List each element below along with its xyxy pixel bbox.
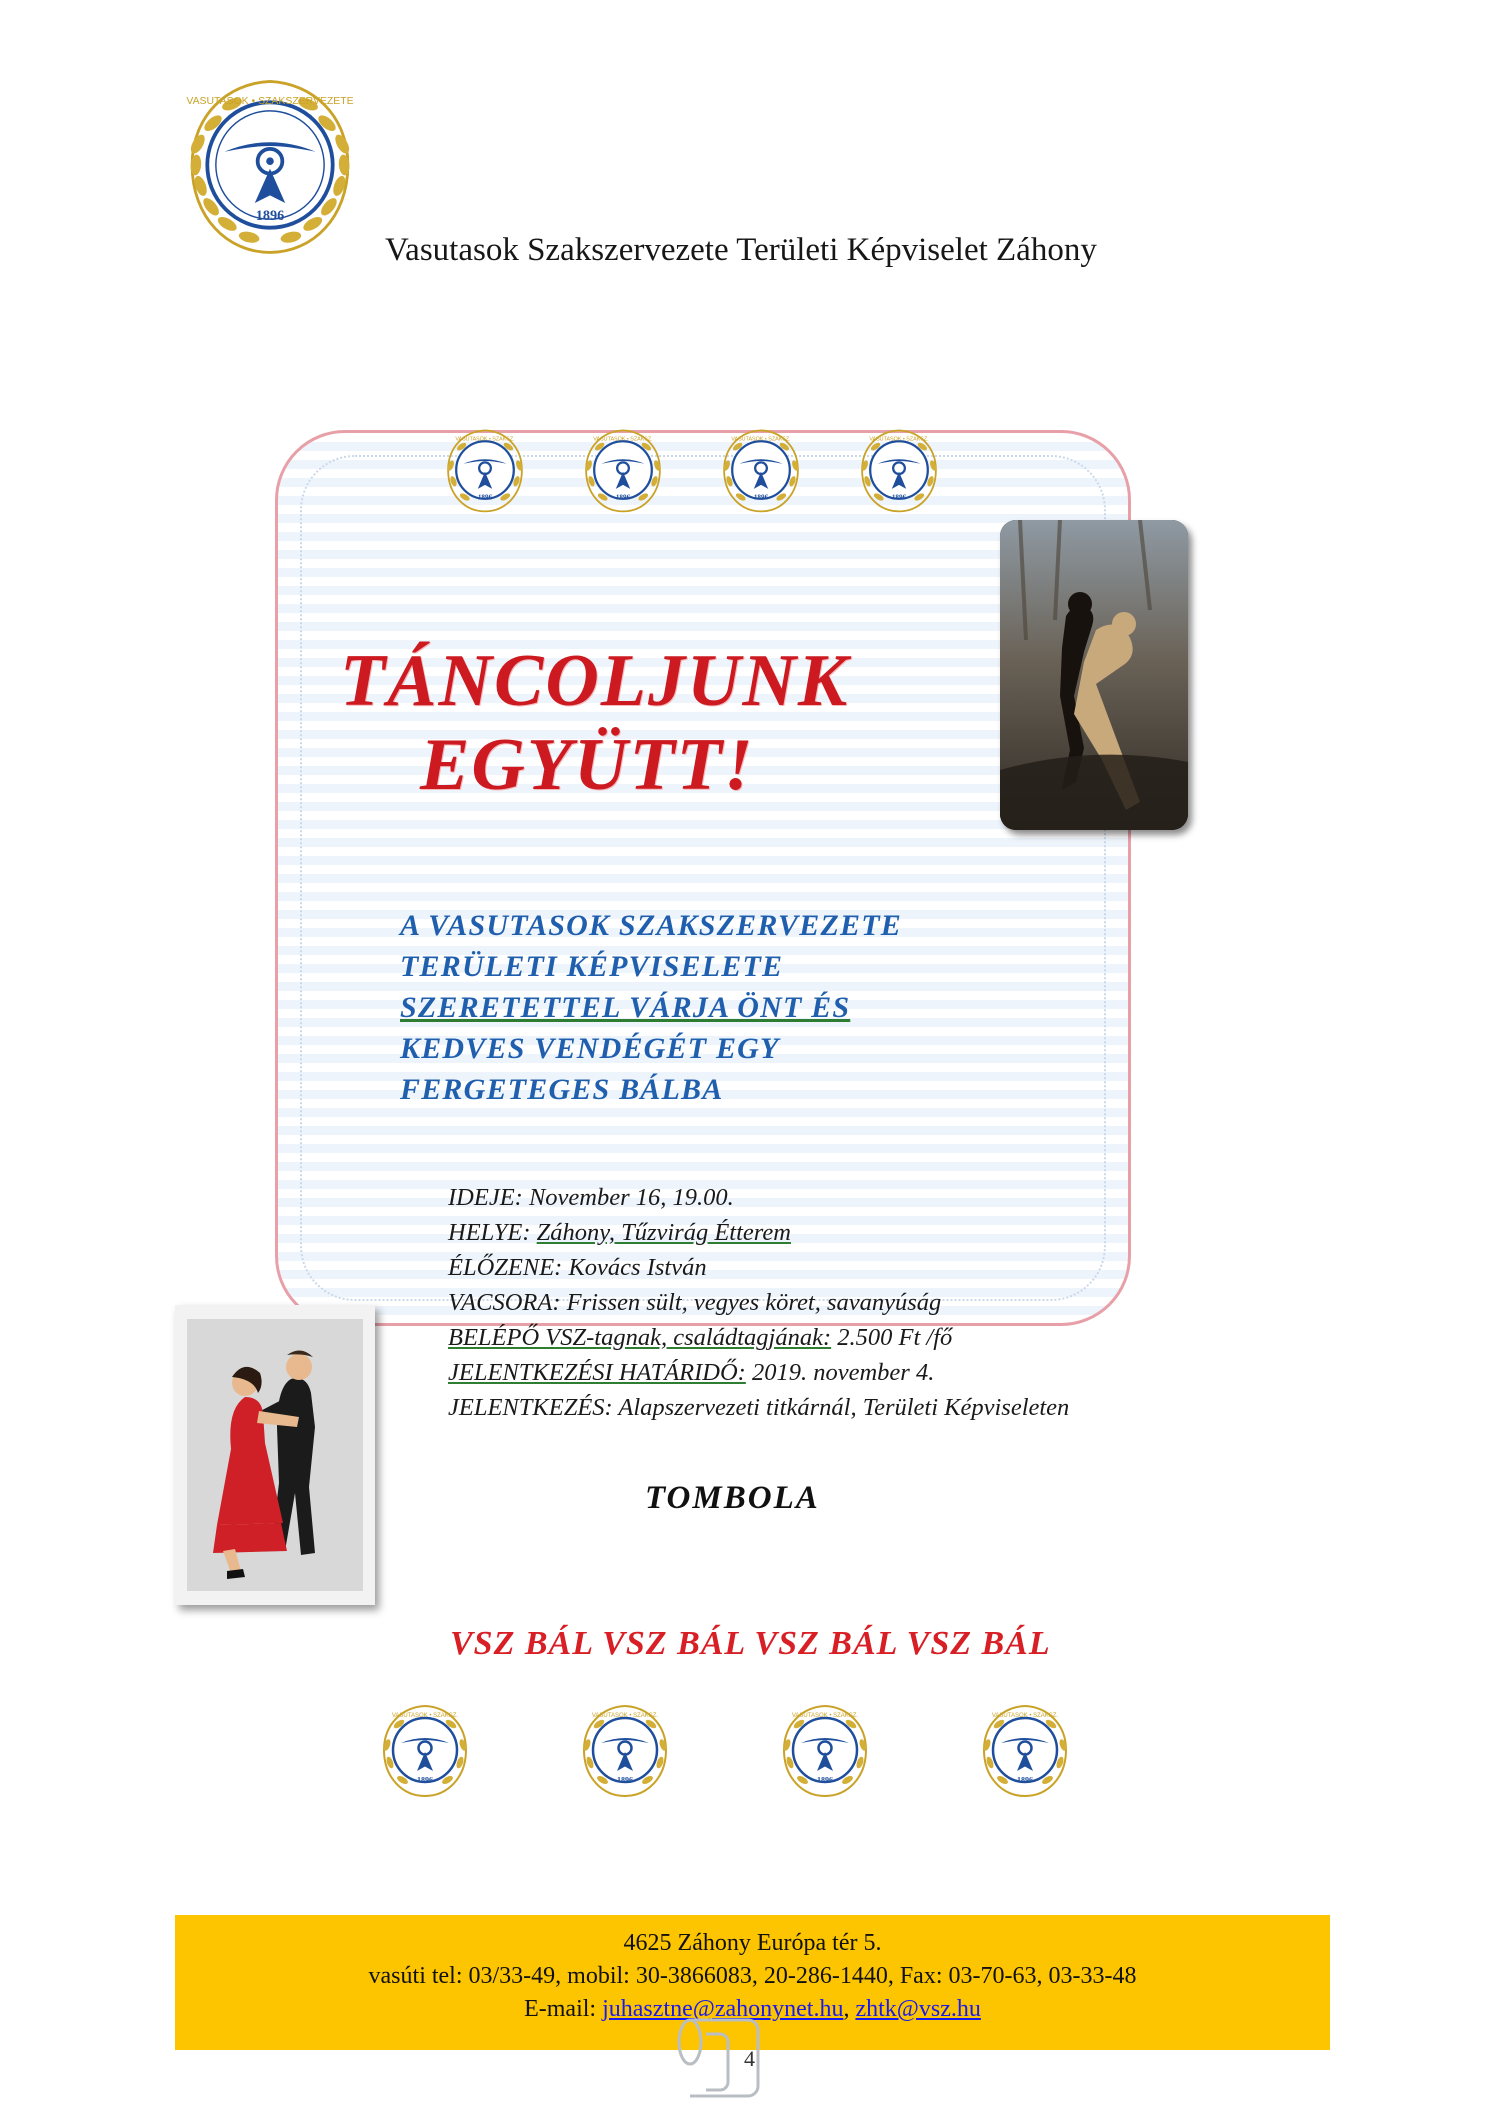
vsz-emblem-icon xyxy=(578,425,668,515)
svg-text:1896: 1896 xyxy=(617,1775,633,1785)
svg-text:1896: 1896 xyxy=(417,1775,433,1785)
detail-row-time xyxy=(448,1180,1078,1215)
emblem-row-top xyxy=(440,425,944,515)
tombola-label: TOMBOLA xyxy=(645,1480,820,1516)
vsz-bal-banner: VSZ BÁL VSZ BÁL VSZ BÁL VSZ BÁL xyxy=(450,1625,1051,1662)
invitation-line: A VASUTASOK SZAKSZERVEZETE xyxy=(400,909,902,942)
detail-row-dinner xyxy=(448,1285,1078,1320)
detail-row-venue xyxy=(448,1215,1078,1250)
poster-title xyxy=(340,640,980,808)
detail-value: Záhony, Tűzvirág Étterem xyxy=(536,1219,791,1246)
svg-text:1896: 1896 xyxy=(477,493,493,502)
detail-row-registration xyxy=(448,1390,1078,1425)
vsz-emblem-icon xyxy=(854,425,944,515)
svg-text:1896: 1896 xyxy=(817,1775,833,1785)
detail-row-ticket xyxy=(448,1320,1078,1355)
svg-text:VASUTASOK • SZAKSZ.: VASUTASOK • SZAKSZ. xyxy=(455,436,515,443)
svg-text:VASUTASOK • SZAKSZ.: VASUTASOK • SZAKSZ. xyxy=(391,1713,459,1719)
svg-text:VASUTASOK • SZAKSZ.: VASUTASOK • SZAKSZ. xyxy=(869,436,929,443)
svg-text:1896: 1896 xyxy=(753,493,769,502)
detail-label: IDEJE: xyxy=(448,1184,523,1211)
footer-email-link-2[interactable]: zhtk@vsz.hu xyxy=(855,1996,981,2022)
detail-value: Kovács István xyxy=(568,1254,707,1281)
detail-row-music xyxy=(448,1250,1078,1285)
detail-label: ÉLŐZENE: xyxy=(448,1254,563,1281)
vsz-emblem-icon xyxy=(575,1700,675,1800)
detail-label: JELENTKEZÉS: xyxy=(448,1394,613,1421)
svg-text:1896: 1896 xyxy=(1017,1775,1033,1785)
vsz-emblem-icon xyxy=(975,1700,1075,1800)
detail-label: VACSORA: xyxy=(448,1289,561,1316)
emblem-row-bottom xyxy=(375,1700,1075,1800)
svg-text:VASUTASOK • SZAKSZ.: VASUTASOK • SZAKSZ. xyxy=(991,1713,1059,1719)
detail-label: HELYE: xyxy=(448,1219,531,1246)
invitation-line: SZERETETTEL VÁRJA ÖNT ÉS xyxy=(400,991,851,1024)
detail-value: Frissen sült, vegyes köret, savanyúság xyxy=(566,1289,942,1316)
detail-value: 2019. november 4. xyxy=(751,1359,935,1386)
poster-inner-border xyxy=(300,455,1106,1301)
detail-value: Alapszervezeti titkárnál, Területi Képviseleten xyxy=(618,1394,1070,1421)
svg-text:1896: 1896 xyxy=(615,493,631,502)
svg-text:1896: 1896 xyxy=(255,208,285,225)
vsz-emblem-icon xyxy=(175,70,365,260)
footer-phones: vasúti tel: 03/33-49, mobil: 30-3866083, 20-286-1440, Fax: 03-70-63, 03-33-48 xyxy=(368,1963,1137,1989)
page-title: Vasutasok Szakszervezete Területi Képviselet Záhony xyxy=(385,232,1097,268)
footer-email-link-1[interactable]: juhasztne@zahonynet.hu xyxy=(602,1996,844,2022)
footer-email-label: E-mail: xyxy=(524,1996,597,2022)
svg-text:VASUTASOK • SZAKSZ.: VASUTASOK • SZAKSZ. xyxy=(593,436,653,443)
svg-text:VASUTASOK • SZAKSZ.: VASUTASOK • SZAKSZ. xyxy=(731,436,791,443)
detail-value: 2.500 Ft /fő xyxy=(837,1324,953,1351)
tango-dancers-photo xyxy=(1000,520,1188,830)
detail-label: JELENTKEZÉSI HATÁRIDŐ: xyxy=(448,1359,746,1386)
invitation-line: KEDVES VENDÉGÉT EGY xyxy=(400,1032,780,1065)
invitation-line: TERÜLETI KÉPVISELETE xyxy=(400,950,784,983)
vsz-emblem-icon xyxy=(775,1700,875,1800)
invitation-text xyxy=(400,905,1080,1110)
page-number: 4 xyxy=(744,2046,755,2071)
footer-email-separator: , xyxy=(843,1996,850,2022)
poster-title-line-2: EGYÜTT! xyxy=(420,724,755,806)
invitation-line: FERGETEGES BÁLBA xyxy=(400,1073,724,1106)
detail-value: November 16, 19.00. xyxy=(528,1184,734,1211)
detail-row-deadline xyxy=(448,1355,1078,1390)
svg-text:1896: 1896 xyxy=(891,493,907,502)
svg-text:VASUTASOK • SZAKSZ.: VASUTASOK • SZAKSZ. xyxy=(791,1713,859,1719)
vsz-emblem-icon xyxy=(375,1700,475,1800)
footer-address: 4625 Záhony Európa tér 5. xyxy=(623,1930,882,1956)
event-details xyxy=(448,1180,1078,1425)
svg-text:VASUTASOK • SZAKSZ.: VASUTASOK • SZAKSZ. xyxy=(591,1713,659,1719)
vsz-emblem-icon xyxy=(440,425,530,515)
paperclip-icon xyxy=(660,2012,780,2117)
poster-title-line-1: TÁNCOLJUNK xyxy=(340,640,850,722)
detail-label: BELÉPŐ VSZ-tagnak, családtagjának: xyxy=(448,1324,832,1351)
svg-text:VASUTASOK • SZAKSZERVEZETE: VASUTASOK • SZAKSZERVEZETE xyxy=(186,96,354,108)
ballroom-couple-illustration xyxy=(175,1305,375,1605)
vsz-emblem-icon xyxy=(716,425,806,515)
